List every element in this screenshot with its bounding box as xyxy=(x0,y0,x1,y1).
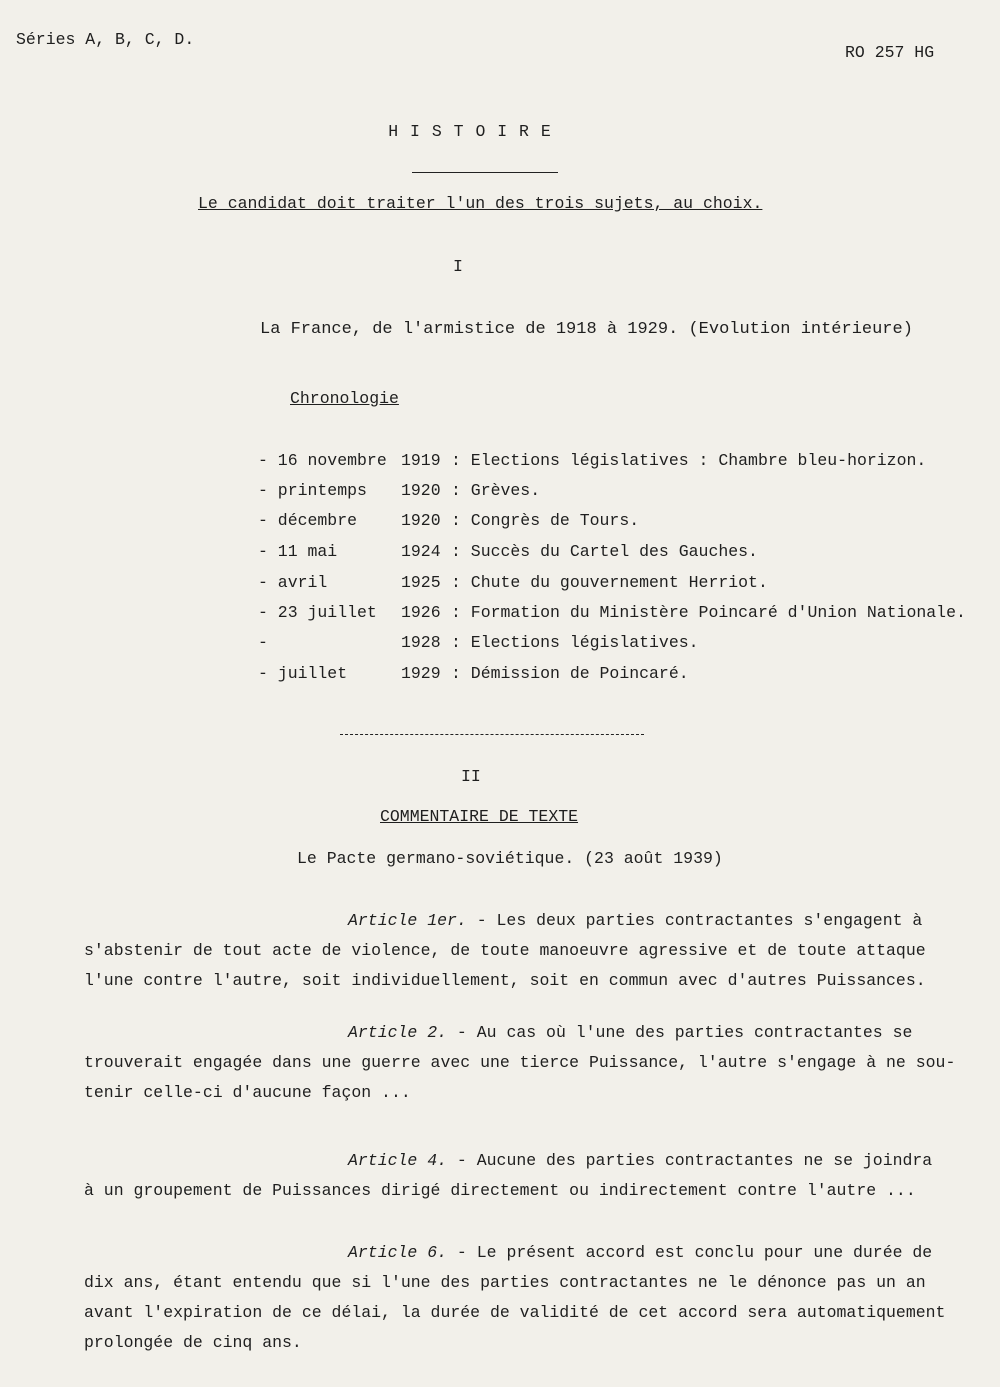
article-1 xyxy=(84,906,984,996)
chronology-event: : Chute du gouvernement Herriot. xyxy=(451,573,768,592)
chronology-event: : Congrès de Tours. xyxy=(451,511,640,530)
page-title: H I S T O I R E xyxy=(388,122,552,141)
chronology-year: 1920 xyxy=(401,511,441,530)
chronology-event: : Succès du Cartel des Gauches. xyxy=(451,542,758,561)
chronology-year: 1928 xyxy=(401,633,441,652)
subject-1-heading: La France, de l'armistice de 1918 à 1929. (Evolution intérieure) xyxy=(260,320,913,339)
chronology-event: : Elections législatives : Chambre bleu-horizon. xyxy=(451,451,927,470)
document-code: RO 257 HG xyxy=(845,43,935,62)
chronology-event: : Formation du Ministère Poincaré d'Union Nationale. xyxy=(451,603,966,622)
article-text: - Le présent accord est conclu pour une durée de xyxy=(447,1243,933,1262)
article-text: tenir celle-ci d'aucune façon ... xyxy=(84,1083,411,1102)
chronology-label: Chronologie xyxy=(290,389,399,408)
article-text: prolongée de cinq ans. xyxy=(84,1333,302,1352)
article-2 xyxy=(84,1018,984,1108)
article-text: à un groupement de Puissances dirigé directement ou indirectement contre l'autre ... xyxy=(84,1181,916,1200)
chronology-year: 1929 xyxy=(401,664,441,683)
chronology-date: - xyxy=(258,633,268,652)
article-text: - Aucune des parties contractantes ne se joindra xyxy=(447,1151,933,1170)
chronology-event: : Démission de Poincaré. xyxy=(451,664,689,683)
article-text: l'une contre l'autre, soit individuellement, soit en commun avec d'autres Puissances. xyxy=(84,971,926,990)
subject-2-number: II xyxy=(461,767,481,786)
title-rule xyxy=(412,172,558,173)
subject-1-number: I xyxy=(453,257,463,276)
subject-2-subtitle: Le Pacte germano-soviétique. (23 août 1939) xyxy=(297,849,723,868)
chronology-date: - décembre xyxy=(258,511,358,530)
series-label: Séries A, B, C, D. xyxy=(16,30,195,49)
chronology-date: - juillet xyxy=(258,664,348,683)
article-4 xyxy=(84,1146,984,1206)
chronology-year: 1924 xyxy=(401,542,441,561)
chronology-year: 1926 xyxy=(401,603,441,622)
chronology-date: - avril xyxy=(258,573,328,592)
article-6 xyxy=(84,1238,984,1358)
article-title: Article 4. xyxy=(348,1151,448,1170)
chronology-event: : Grèves. xyxy=(451,481,541,500)
section-divider xyxy=(340,734,644,735)
article-title: Article 2. xyxy=(348,1023,448,1042)
chronology-date: - 11 mai xyxy=(258,542,338,561)
chronology-event: : Elections législatives. xyxy=(451,633,699,652)
article-title: Article 6. xyxy=(348,1243,448,1262)
article-text: - Au cas où l'une des parties contractantes se xyxy=(447,1023,913,1042)
article-text: - Les deux parties contractantes s'engagent à xyxy=(466,911,923,930)
chronology-year: 1919 xyxy=(401,451,441,470)
chronology-year: 1925 xyxy=(401,573,441,592)
article-text: s'abstenir de tout acte de violence, de toute manoeuvre agressive et de toute attaque xyxy=(84,941,926,960)
article-text: trouverait engagée dans une guerre avec une tierce Puissance, l'autre s'engage à ne sou- xyxy=(84,1053,956,1072)
chronology-date: - 23 juillet xyxy=(258,603,377,622)
article-title: Article 1er. xyxy=(348,911,467,930)
subject-2-heading: COMMENTAIRE DE TEXTE xyxy=(380,807,579,826)
article-text: avant l'expiration de ce délai, la durée de validité de cet accord sera automatiquement xyxy=(84,1303,946,1322)
chronology-date: - printemps xyxy=(258,481,367,500)
instruction: Le candidat doit traiter l'un des trois sujets, au choix. xyxy=(198,194,763,213)
chronology-year: 1920 xyxy=(401,481,441,500)
chronology-date: - 16 novembre xyxy=(258,451,387,470)
article-text: dix ans, étant entendu que si l'une des parties contractantes ne le dénonce pas un an xyxy=(84,1273,926,1292)
